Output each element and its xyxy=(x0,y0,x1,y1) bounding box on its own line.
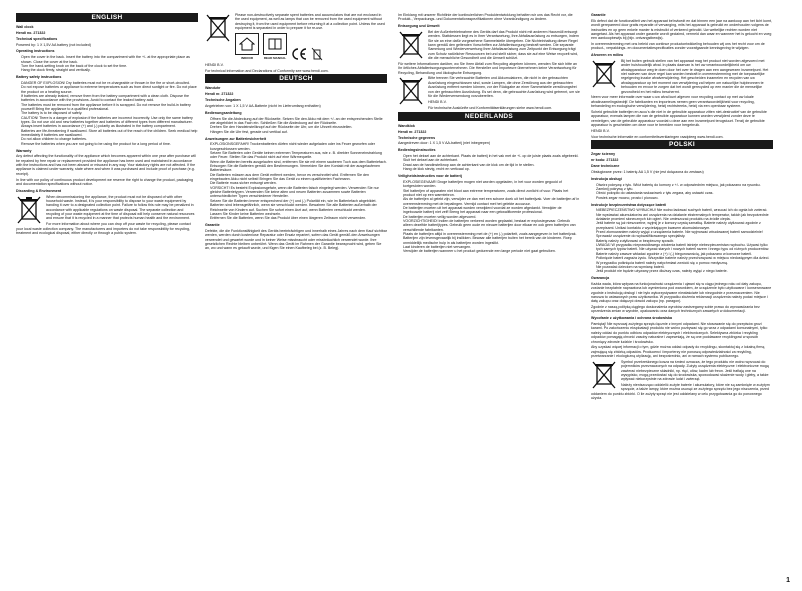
disposal-text: When decommissioning the appliance, the product must not be disposed of with other household waste. Instead, it is your responsibility to dispose to your waste equipment by handing it over to a designated collection point. Failure to follow this rule may be penalized in accordance with applicable regulations on waste disposal. The separate collection and recycling of your waste equipment at the time of disposal will help conserve natural resources and ensure that it is recycled in a manner that protects human health and the environment. xyxy=(46,194,195,221)
battery-safety-list xyxy=(16,81,198,146)
disposal-heading: Afvoeren en milieu xyxy=(591,53,624,58)
crossed-bin-icon xyxy=(398,30,424,60)
battery-safety-heading: Anweisungen zur Batteriesicherheit xyxy=(205,136,267,141)
battery-safety-list xyxy=(398,180,580,254)
list-item: • Turn the hand-setting knob on the back of the clock to set the time. xyxy=(21,64,198,68)
item-number: Hendi nr. 271322 xyxy=(205,92,234,97)
list-item: • Als de batterijen al gelekt zijn, verwijder ze dan met een schone doek uit het batterijvak. Voer de batterijen af in overeenstemming met de bepalingen. Vermijd contact met het gelekte accuzuur. xyxy=(403,197,580,206)
list-item: • Hang de klok stevig, recht en verticaal op. xyxy=(403,167,580,171)
list-item: • Stel batterijen of apparaten niet bloot aan extreme temperaturen, zoals direct zonlicht of vuur. Plaats het product niet op een warmtebron. xyxy=(403,189,580,198)
specs-heading: Technische gegevens xyxy=(398,135,436,140)
disposal-heading: Discarding & Environment xyxy=(16,188,62,193)
manual-symbol xyxy=(263,33,287,60)
manual-caption: READ MANUAL xyxy=(263,56,287,61)
section-title-nederlands: NEDERLANDS xyxy=(398,112,580,121)
list-item: • Die Batterien müssen aus dem Gerät entfernt werden, bevor es verschrottet wird. Entfernen Sie den eingebauten Akku nicht selbst! Bringen Sie das Gerät zu einem qualifizierten Fachmann. xyxy=(210,173,387,182)
list-item: • Die Batterie muss sicher entsorgt werden. xyxy=(210,181,387,185)
model-name: Wall clock xyxy=(16,25,34,29)
list-item: • Öffnen Sie die Abdeckung auf der Rückseite. Setzen Sie den Akku mit dem +/- an der entsprechenden Stelle wie abgebildet in das Fach ein. Schließen Sie die Abdeckung auf der Rückseite. xyxy=(210,117,387,126)
battery-separation-note: Please non-destructively separate spent batteries and accumulators that are not enclosed in the used equipment, as well as lamps that can be removed from the used equipment without destroying it, from the used equipment before returning it at a collection point. Unless the used equipment is separated in order to prepare it for re-use. xyxy=(235,13,385,31)
specs-text: Powered by: 1 X 1,5V AA battery (not included) xyxy=(16,42,91,47)
book-icon xyxy=(267,37,283,51)
warranty-text-2: Im Einklang mit unserer Richtlinie der kontinuierlichen Produktentwicklung behalten wir uns das Recht vor, die Produkt-, Verpackungs- und Dokumentationsspezifikationen ohne Vorankündigung zu ändern. xyxy=(398,13,573,22)
symbol-row xyxy=(235,33,387,60)
warranty-heading: Warranty xyxy=(16,148,32,153)
disposal-heading: Entsorgung und Umwelt xyxy=(398,24,440,29)
model-name: Zegar ścienny xyxy=(591,152,616,157)
column-polski xyxy=(591,13,773,402)
list-item: • If batteries are already leaked, remove them from the battery compartment with a clean cloth. Dispose the batteries in accordance with the provisions. Avoid to contact the leaked battery acid. xyxy=(21,94,198,103)
crossed-bin-icon xyxy=(591,59,617,89)
list-item: • De batterijen moeten veilig worden afgevoerd. xyxy=(403,215,580,219)
list-item: • Open het deksel aan de achterkant. Plaats de batterij in het vak met de +/- op de juiste plaats zoals afgebeeld. Sluit het deksel aan de achterkant. xyxy=(403,154,580,163)
column-nederlands xyxy=(398,13,580,254)
doc-company: HENDI B.V. xyxy=(205,62,224,67)
list-item: • Always insert batteries in accordance (+) and (-) polarity as illustrated in the battery compartment. xyxy=(21,124,198,128)
model-name: Wandklok xyxy=(398,123,415,128)
weee-note: Symbol przekreślonego kosza na śmieci oznacza, że tego produktu nie wolno wyrzucać do pojemników przeznaczonych na odpady. Zużyty urządzenia elektryczne i elektroniczne mogą zawierać niebezpieczne składniki, np. rtęć, ołów, kadm lub freon. Jeśli trafiają one na wysypisko, mogą przedostać się do środowiska, spowodować skażenie wody i gleby, a także wpływać niekorzystnie na zdrowie ludzi i zwierząt. xyxy=(621,359,769,382)
battery-separation-note: Bitte trennen Sie verbrauchte Batterien und Akkumulatoren, die nicht in der gebrauchten Ausrüstung eingeschlossen sind, sowie Lampen, die ohne Zerstörung aus der gebrauchten Ausrüstung entfernt werden können, vor der Rückgabe an einer Sammelstelle zerstörungsfrei von der gebrauchten Ausrüstung. Es sei denn, die gebrauchte Ausrüstung wird getrennt, um sie für die Wiederverwendung vorzubereiten. xyxy=(428,76,580,98)
operating-heading: Operating instructions xyxy=(16,49,55,54)
list-item: • Entfernen Sie die Batterien, wenn Sie das Produkt über einen längeren Zeitraum nicht verwenden. xyxy=(210,216,387,220)
list-item: • Laat kinderen de batterijen niet vervangen. xyxy=(403,245,580,249)
warranty-text: Defekte, die die Funktionsfähigkeit des Geräts beeinträchtigen und innerhalb eines Jahres nach dem Kauf sichtbar werden, werden durch kostenlose Reparatur oder Ersatz repariert, sofern das Gerät gemäß den Anweisungen verwendet und gewartet wurde und in keiner Weise missbraucht oder missbräuchlich verwendet wurde. Ihre gesetzlichen Rechte bleiben unberührt. Wenn das Gerät im Rahmen der Garantie beansprucht wird, geben Sie an, wo und wann es gekauft wurde, und fügen Sie einen Kaufbeleg bei (z. B. Beleg). xyxy=(205,228,387,251)
specs-heading: Technical specifications xyxy=(16,36,58,41)
operating-list xyxy=(205,117,387,134)
list-item: • Hang the clock firmly, straight and vertically. xyxy=(21,68,198,72)
ukca-bin-icon xyxy=(311,47,323,61)
column-deutsch xyxy=(205,13,387,252)
warranty-heading: Garantie xyxy=(205,223,220,228)
list-item: • Obróć pokrętło do ustawiania wskazówek z tyłu zegara, aby ustawić czas. xyxy=(596,191,773,195)
doc-note: For technical information and Declarations of Conformity see www.hendi.com. xyxy=(205,68,329,73)
warranty-text: Elk defect dat de functionaliteit van het apparaat beïnvloedt en dat binnen een jaar na aankoop aan het licht komt, wordt gerepareerd door gratis reparatie of vervanging, mits het apparaat is gebruikt en onderhouden volgens de instructies en op geen enkele manier is misbruikt of verkeerd gebruikt. Uw wettelijke rechten worden niet aangetast. Als het apparaat onder garantie wordt geclaimd, vermeld dan waar en wanneer het is gekocht en voeg een aankoopbewijs bij (bijv. ontvangstbewijs). xyxy=(591,18,773,41)
specs-text: Obsługiwane przez: 1 baterię AA 1,5 V (nie jest dołączona do zestawu) xyxy=(591,169,704,174)
column-english xyxy=(16,13,198,237)
page-number: 1 xyxy=(786,577,790,584)
list-item: • Open the cover in the back. Insert the battery into the compartment with the +/- at the appropriate place as shown. Close the cover at the back. xyxy=(21,55,198,64)
specs-heading: Technische Angaben xyxy=(205,98,241,103)
disposal-heading: Wycofanie z użytkowania i ochrona środowiska xyxy=(591,316,673,321)
disposal-text: Bei der Außerbetriebnahme des Geräts darf das Produkt nicht mit anderem Hausmüll entsorgt werden. Stattdessen liegt es in Ihrer Verantwortung, Ihre Abfallausrüstung zu entsorgen, indem Sie sie an eine dafür vorgesehene Sammelstelle übergeben. Die Nichteinhaltung dieser Regel kann gemäß den geltenden Vorschriften zur Abfallentsorgung bestraft werden. Die separate Sammlung und Wiederverwertung Ihrer Abfallausrüstung zum Zeitpunkt der Entsorgung trägt zum Schutz natürlicher Ressourcen bei und stellt sicher, dass sie auf eine Weise recycelt wird, die die menschliche Gesundheit und die Umwelt schützt. xyxy=(428,30,579,61)
disposal-text-2: Aby uzyskać więcej informacji o tym, gdzie można oddać odpady do recyklingu, skontaktuj się z lokalną firmą zajmującą się zbiórką odpadów. Producenci i importerzy nie ponoszą odpowiedzialności za recykling, przetwarzanie i ekologiczną utylizację, ani bezpośrednio, ani w ramach systemu publicznego. xyxy=(591,345,765,359)
list-item: • Lassen Sie Kinder keine Batterien wechseln. xyxy=(210,212,387,216)
warranty-text-2: Zgodnie z naszą polityką ciągłego doskonalenia wyrobów zastrzegamy sobie prawo do wprowadzania bez uprzedzenia zmian w wyrobie, opakowaniu oraz danych technicznych zawartych w dokumentacji. xyxy=(591,305,760,314)
list-item: • The batteries must be removed from the appliance before it is scrapped. Do not remove the build-in battery yourself! Bring the appliance to a qualified professional. xyxy=(21,103,198,112)
specs-text: Angetrieben von: 1 X 1,5 V AA-Batterie (nicht im Lieferumfang enthalten) xyxy=(205,103,321,108)
list-item: • Remove the batteries when you are not going to be using the product for a long period of time. xyxy=(21,142,198,146)
item-number: Hendi nr. 271322 xyxy=(398,129,427,134)
item-number: nr kodu: 271322 xyxy=(591,158,619,163)
battery-safety-heading: Battery safety instructions xyxy=(16,75,62,80)
list-item: • CAUTION! There is a danger of explosion if the batteries are incorrect incorrectly. Use only the same battery types. Do not use old and new batteries together and batteries of different types from different manufacturer. xyxy=(21,116,198,125)
list-item: • Batterien sind lebensgefährlich, wenn sie verschluckt werden. Bewahren Sie alle Batterien außerhalb der Reichweite von Kindern auf. Suchen Sie sofort einen Arzt auf, wenn Batterien verschluckt werden. xyxy=(210,203,387,212)
list-item: • Baterie należy zawsze wkładać zgodnie z (+) i (-) biegunowością, jak pokazano w komorze baterii. xyxy=(596,252,773,256)
list-item: • Batteries are life-threatening if swallowed. Store all batteries out of the reach of the children. Seek medical help immediately if batteries are swallowed. xyxy=(21,129,198,138)
warranty-text: Any defect affecting the functionality of the appliance which becomes apparent within one year after purchase will be repaired by free repair or replacement provided the appliance has been used and maintained in accordance with the instructions and has not been abused or misused in any way. Your statutory rights are not affected. If the appliance is claimed under warranty, state where and when it was purchased and include proof of purchase (e.g. receipt). xyxy=(16,154,196,176)
list-item: • VOORZICHTIGHEID! Indien de batterijen verkeerd worden geplaatst, bestaat er explosiegevaar. Gebruik alleen dezelfde batterijtypes. Gebruik geen oude en nieuwe batterijen door elkaar en ook geen batterijen van verschillende fabrikanten. xyxy=(403,219,580,232)
disposal-text-2: For more information about where you can drop off your waste for recycling, please contact your local waste collection company. The manufacturers and importers do not take responsibility for recycling, treatment and ecological disposal, either directly or through a public system. xyxy=(16,222,191,235)
ce-mark-icon xyxy=(291,47,307,61)
doc-note: Für technische Auskünfte und Konformitätserklärungen siehe www.hendi.com. xyxy=(428,106,553,111)
disposal-text: Bij het buiten gebruik stellen van het apparaat mag het product niet worden afgevoerd met ander huishoudelijk afval. In plaats daarvan is het uw verantwoordelijkheid om uw afvalapparatuur weg te doen door het over te dragen aan een aangewezen inzamelpunt. Het niet naleven van deze regel kan worden bestraft in overeenstemming met de toepasselijke regelgeving inzake afvalverwijdering. Het gescheiden inzamelen en recyclen van uw afvalapparatuur op het moment van verwijdering zal helpen om natuurlijke hulpbronnen te behouden en ervoor te zorgen dat het wordt gerecycled op een manier die de menselijke gezondheid en het milieu beschermt. xyxy=(621,59,769,94)
list-item: • Do not expose batteries or appliance to extreme temperatures such as from direct sunlight or fire. Do not place the product on a heating source. xyxy=(21,85,198,94)
list-item: • Do not allow children to change batteries. xyxy=(21,137,198,141)
list-item: • Verwijder de batterijen wanneer u het product gedurende een lange periode niet gaat gebruiken. xyxy=(403,249,580,253)
section-title-polski: POLSKI xyxy=(591,140,773,149)
list-item: • Otwórz pokrywę z tyłu. Włóż baterię do komory z +/- w odpowiednim miejscu, jak pokazano na rysunku. Zamknij pokrywę z tyłu. xyxy=(596,183,773,192)
indoor-caption: INDOOR xyxy=(241,56,253,61)
list-item: • Wenn die Batterien bereits ausgelaufen sind, entfernen Sie sie mit einem sauberen Tuch aus dem Batteriefach. Entsorgen Sie die Batterien gemäß den Bestimmungen. Vermeiden Sie den Kontakt mit der ausgelaufenen Batteriesäure. xyxy=(210,160,387,173)
list-item: • Hängen Sie die Uhr fest, gerade und vertikal auf. xyxy=(210,130,387,134)
list-item: • Plaats de batterijen altijd in overeenstemming met de (+) en (-) polariteit, zoals aangegeven in het batterijvak. xyxy=(403,232,580,236)
operating-heading: Bedienungsanleitung xyxy=(205,110,242,115)
list-item: • Baterię należy zutylizować w bezpieczny sposób. xyxy=(596,239,773,243)
list-item: • Nie pozwalać dzieciom na wymianę baterii. xyxy=(596,265,773,269)
crossed-bin-icon xyxy=(591,360,617,390)
battery-safety-list xyxy=(591,208,773,273)
battery-separation-note: Należy nieniszcząco oddzielić zużyte baterie i akumulatory, które nie są zamknięte w zużytym sprzęcie, a także lampy, które można usunąć ze zużytego sprzętu bez jego niszczenia, przed oddaniem do punktu zbiórki. O ile zużyty sprzęt nie jest oddzielany w celu przygotowania go do ponownego użycia. xyxy=(591,383,770,401)
warranty-text-2: In line with our policy of continuous product development we reserve the right to change the product, packaging and documentation specifications without notice. xyxy=(16,177,193,186)
specs-heading: Dane techniczne xyxy=(591,164,620,169)
doc-company: HENDI B.V. xyxy=(591,128,610,133)
list-item: • Setzen Sie Batterien oder Geräte keinen extremen Temperaturen aus, wie z. B. direkter Sonneneinstrahlung oder Feuer. Stellen Sie das Produkt nicht auf eine Wärmequelle. xyxy=(210,151,387,160)
doc-company: HENDI B.V. xyxy=(428,100,447,105)
list-item: • UWAGA! W przypadku nieprawidłowego włożenia baterii istnieje niebezpieczeństwo wybuchu. Używać tylko tych samych typów baterii. Nie używać starych i nowych baterii razem i innego typu od różnych producentów. xyxy=(596,243,773,252)
doc-note: Voor technische informatie en conformiteitsverklaringen raadpleeg www.hendi.com. xyxy=(591,134,724,139)
list-item: • VORSICHT! Es besteht Explosionsgefahr, wenn die Batterien falsch eingelegt werden. Verwenden Sie nur gleiche Batterietypen. Verwenden Sie keine alten und neuen Batterien zusammen sowie Batterien unterschiedlicher Typen verschiedener Hersteller. xyxy=(210,186,387,199)
list-item: • EXPLOSIEGEVAAR! Droge batterijen mogen niet worden opgeladen, in het vuur worden gegooid of kortgesloten worden. xyxy=(403,180,580,189)
battery-bin-icon xyxy=(205,13,231,43)
list-item: • The battery is to be disposed of safely. xyxy=(21,111,198,115)
list-item: • Przed złomowaniem należy wyjąć z urządzenia baterie. Nie wyjmować wbudowanej baterii samodzielnie! Sprowadź urządzenie do wykwalifikowanego specjalisty. xyxy=(596,230,773,239)
operating-list xyxy=(398,154,580,171)
house-icon xyxy=(239,37,255,51)
battery-safety-list xyxy=(205,142,387,220)
warranty-text-2: In overeenstemming met ons beleid van continue productontwikkeling behouden wij ons het recht voor om de product-, verpakkings- en documentatiespecificaties zonder voorafgaande kennisgeving te wijzigen. xyxy=(591,42,765,51)
list-item: • Połknięcie baterii zagraża życiu. Wszystkie baterie należy przechowywać w miejscu niedostępnym dla dzieci. W przypadku połknięcia baterii należy natychmiast zwrócić się o pomoc medyczną. xyxy=(596,256,773,265)
operating-heading: Bedieningsinstructies xyxy=(398,148,436,153)
operating-list xyxy=(591,183,773,200)
warranty-heading: Garantie xyxy=(591,13,606,17)
list-item: • Setzen Sie die Batterien immer entsprechend der (+) und (-) Polarität ein, wie im Batteriefach abgebildet. xyxy=(210,199,387,203)
section-title-english: ENGLISH xyxy=(16,13,198,22)
model-name: Wanduhr xyxy=(205,86,221,91)
specs-text: Aangedreven door: 1 X 1,5 V AA-batterij (niet inbegrepen) xyxy=(398,141,491,146)
battery-safety-heading: Instrukcje bezpieczeństwa dotyczące baterii xyxy=(591,202,667,207)
disposal-text: Pamiętaj! Nie wyrzucaj zużytego sprzętu łącznie z innymi odpadami. Nie stosowanie się do przepisów grozi karami. Po zakończeniu eksploatacji produktu nie wolno pozbywać się go wraz z odpadami komunalnymi, tylko należy oddać do punktu odbioru odpadów elektrycznych i elektronicznych. Selektywna zbiórka i recykling odpadów pomagają chronić zasoby naturalne i zapewniają, że są one poddawane recyklingowi w sposób chroniący zdrowie ludzkie i środowisko. xyxy=(591,322,768,344)
list-item: • DANGER OF EXPLOSION! Dry batteries must not be re-chargeable or thrown in the fire or short-circuited. xyxy=(21,81,198,85)
item-number: Hendi no. 271322 xyxy=(16,30,46,35)
battery-safety-heading: Veiligheidsinstructies voor de batterij xyxy=(398,173,462,178)
indoor-symbol xyxy=(235,33,259,60)
list-item: • Jeśli produkt nie będzie używany przez dłuższy czas, należy wyjąć z niego baterie. xyxy=(596,269,773,273)
list-item: • Nie wystawiać akumulatorów ani urządzenia na działanie ekstremalnych temperatur, takich jak bezpośrednie działanie promieni słonecznych lub ogień. Nie umieszczać produktu na źródle ciepła. xyxy=(596,213,773,222)
list-item: • NIEBEZPIECZEŃSTWO WYBUCHU! Nie wolno ładować suchych baterii, wrzucać ich do ognia lub zwierać. xyxy=(596,208,773,212)
list-item: • Batterijen zijn levensgevaarlijk bij inslikken. Bewaar alle batterijen buiten het bereik van de kinderen. Roep onmiddellijk medische hulp in als batterijen worden ingeslikt. xyxy=(403,236,580,245)
operating-heading: Instrukcja obsługi xyxy=(591,176,622,181)
list-item: • Draai aan de handinstelknop aan de achterkant van de klok om de tijd in te stellen. xyxy=(403,163,580,167)
battery-bin-icon xyxy=(398,76,424,106)
list-item: • EXPLOSIONSGEFAHR! Trockenbatterien dürfen nicht wieder aufgeladen oder ins Feuer geworfen oder kurzgeschlossen werden. xyxy=(210,142,387,151)
crossed-bin-icon xyxy=(16,195,42,225)
list-item: • Jeśli baterie są już nieszczelne, wyjmij je z komory czystą szmatką. Baterie należy utylizować zgodnie z przepisami. Unikać kontaktu z wyciekającym kwasem akumulatorowym. xyxy=(596,221,773,230)
disposal-text-2: Für weitere Informationen darüber, wo Sie Ihren Abfall zum Recycling abgeben können, wenden Sie sich bitte an Ihr örtliches Abfallentsorgungsunternehmen. Die Hersteller und Importeure übernehmen keine Verantwortung für Recycling, Behandlung und ökologische Entsorgung. xyxy=(398,61,577,75)
list-item: • Drehen Sie den Handeinstellknopf auf der Rückseite der Uhr, um die Uhrzeit einzustellen. xyxy=(210,125,387,129)
operating-list xyxy=(16,55,198,72)
list-item: • Powieś zegar mocno, prosto i pionowo. xyxy=(596,196,773,200)
list-item: • De batterijen moeten uit het apparaat worden verwijderd voordat ze worden afgedankt. Verwijder de ingebouwde batterij niet zelf! Breng het apparaat naar een gekwalificeerde professional. xyxy=(403,206,580,215)
warranty-text: Każda wada, która wpływa na funkcjonalność urządzenia i ujawni się w ciągu jednego roku od daty zakupu, zostanie bezpłatnie naprawiona lub wymieniona pod warunkiem, że urządzenie było użytkowane i konserwowane zgodnie z instrukcją obsługi i nie było wykorzystywane niewłaściwie lub niezgodnie z przeznaczeniem. Nie narusza to ustawowych praw użytkownika. W przypadku złożenia reklamacji urządzenia należy podać miejsce i datę zakupu oraz dołączyć dowód zakupu (np. paragon). xyxy=(591,281,772,304)
disposal-text-2: Neem voor meer informatie over waar u uw afval kunt afgeven voor recycling contact op met uw lokale afvalinzamelingsbedrijf. De fabrikanten en importeurs nemen geen verantwoordelijkheid voor recycling, behandeling en ecologische verwijdering, hetzij rechtstreeks, hetzij via een openbaar systeem. xyxy=(591,95,755,109)
battery-separation-note: Scheid gebruikte batterijen en accu's die niet in de gebruikte apparatuur zitten niet-destructief van de gebruikte apparatuur, evenals lampen die van de gebruikte apparatuur kunnen worden verwijderd zonder deze te vernietigen, van de gebruikte apparatuur voordat u deze aan een inzamelpunt terugstuurt. Tenzij de gebruikte apparatuur is gescheiden om deze voor te bereiden voor hergebruik. xyxy=(591,109,767,127)
warranty-heading: Gwarancja xyxy=(591,276,610,281)
section-title-deutsch: DEUTSCH xyxy=(205,74,387,83)
